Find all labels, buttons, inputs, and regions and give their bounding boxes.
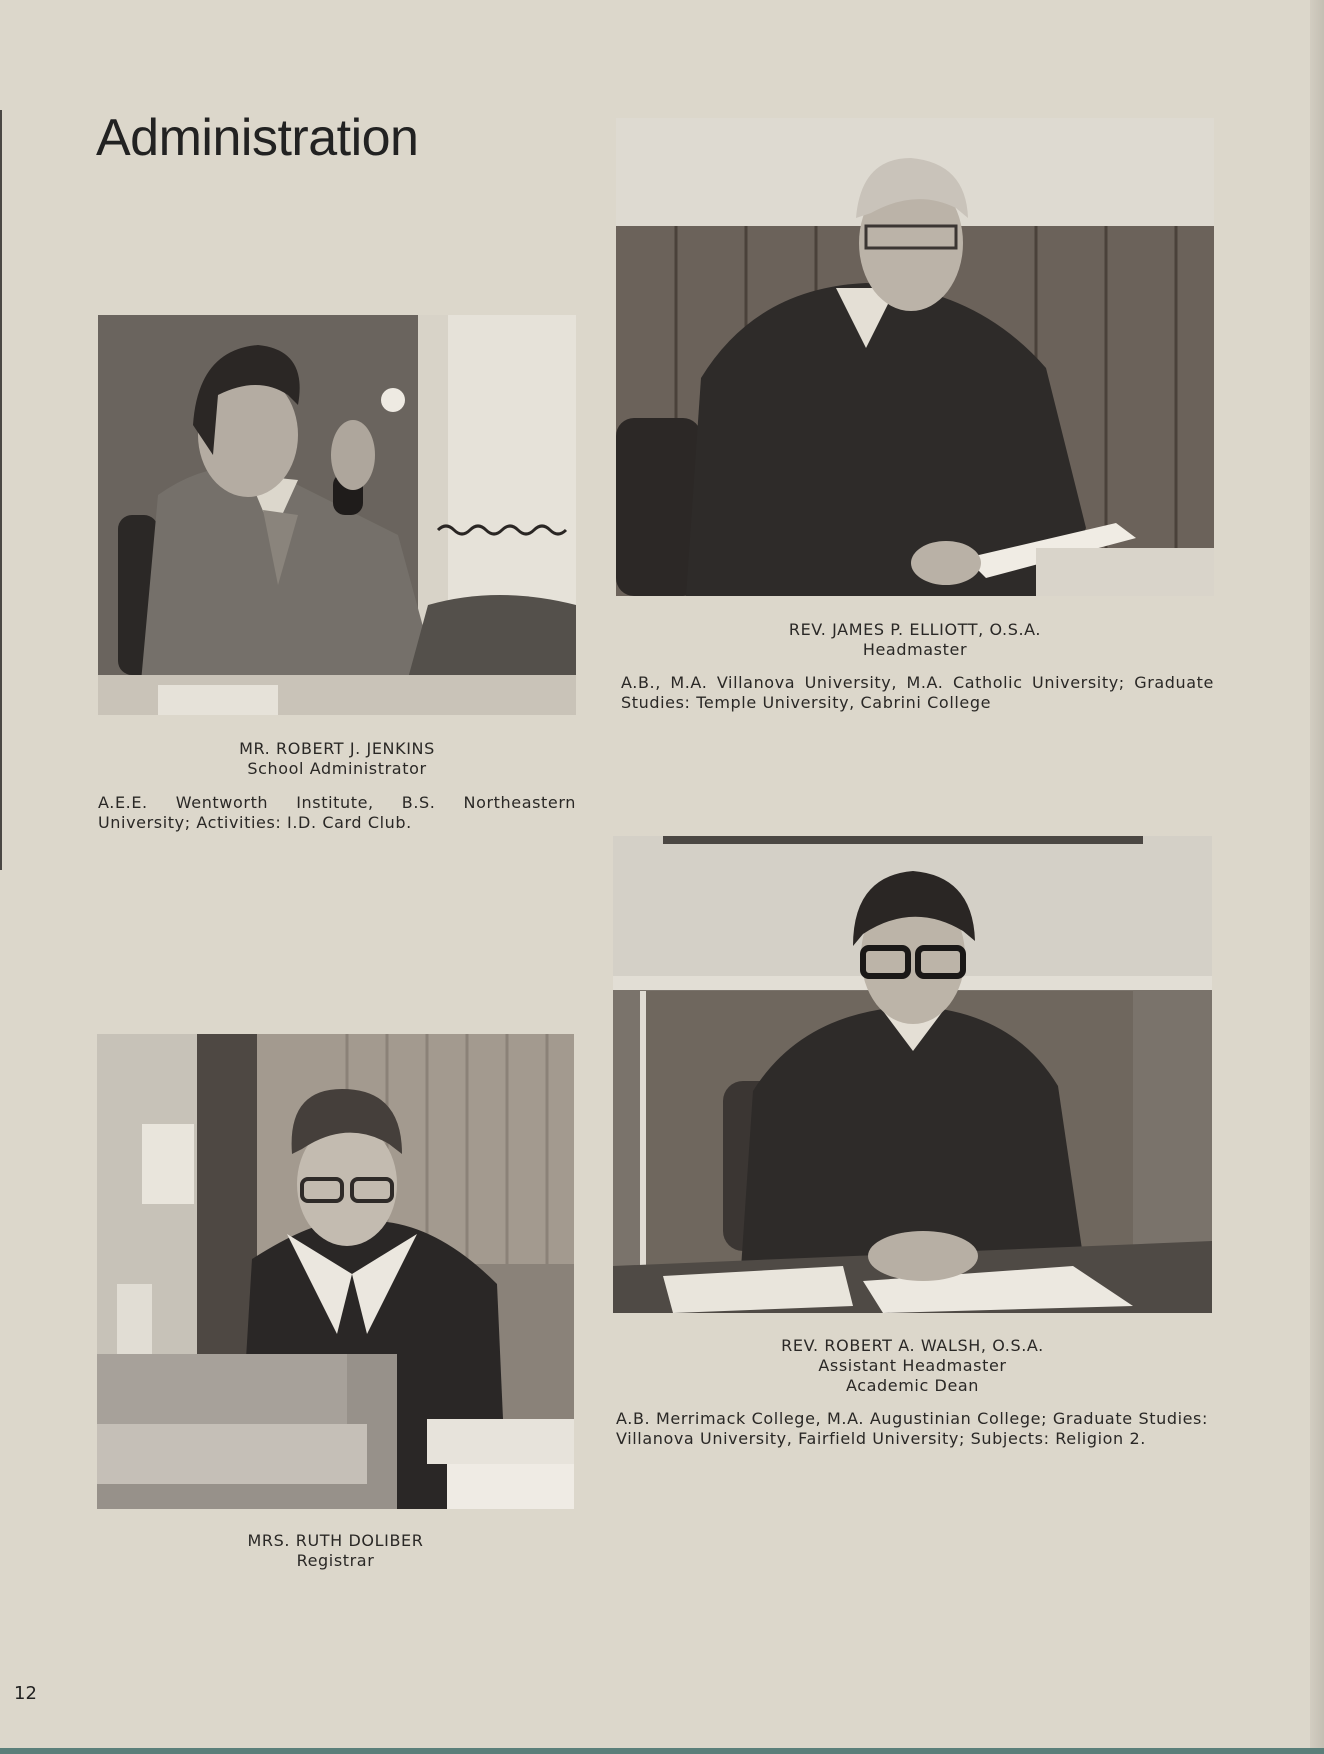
staff-name: REV. JAMES P. ELLIOTT, O.S.A. xyxy=(788,620,1042,639)
staff-role: Assistant Headmaster xyxy=(818,1356,1007,1375)
bio-elliott: A.B., M.A. Villanova University, M.A. Catholic University; Graduate Studies: Temple University, Cabrini College xyxy=(621,673,1214,712)
staff-role: School Administrator xyxy=(247,759,427,778)
bio-jenkins: A.E.E. Wentworth Institute, B.S. Northeastern University; Activities: I.D. Card Club. xyxy=(98,793,576,832)
photo-doliber xyxy=(97,1034,574,1509)
staff-role: Academic Dean xyxy=(845,1376,980,1395)
caption-walsh xyxy=(613,1336,1212,1396)
page-binding-edge xyxy=(0,110,2,870)
staff-role: Registrar xyxy=(296,1551,375,1570)
photo-elliott xyxy=(616,118,1214,596)
page-right-edge xyxy=(1310,0,1324,1754)
staff-name: REV. ROBERT A. WALSH, O.S.A. xyxy=(781,1336,1044,1355)
photo-jenkins xyxy=(98,315,576,715)
staff-name: MRS. RUTH DOLIBER xyxy=(247,1531,424,1550)
scan-bottom-strip xyxy=(0,1748,1324,1754)
photo-walsh xyxy=(613,836,1212,1313)
staff-name: MR. ROBERT J. JENKINS xyxy=(239,739,435,758)
caption-elliott xyxy=(616,620,1214,660)
caption-doliber xyxy=(97,1531,574,1571)
bio-walsh: A.B. Merrimack College, M.A. Augustinian College; Graduate Studies: Villanova University, Fairfield University; Subjects: Religion 2. xyxy=(616,1409,1208,1448)
staff-role: Headmaster xyxy=(862,640,968,659)
page-number: 12 xyxy=(14,1683,37,1704)
caption-jenkins xyxy=(98,739,576,779)
page-title: Administration xyxy=(96,109,419,167)
